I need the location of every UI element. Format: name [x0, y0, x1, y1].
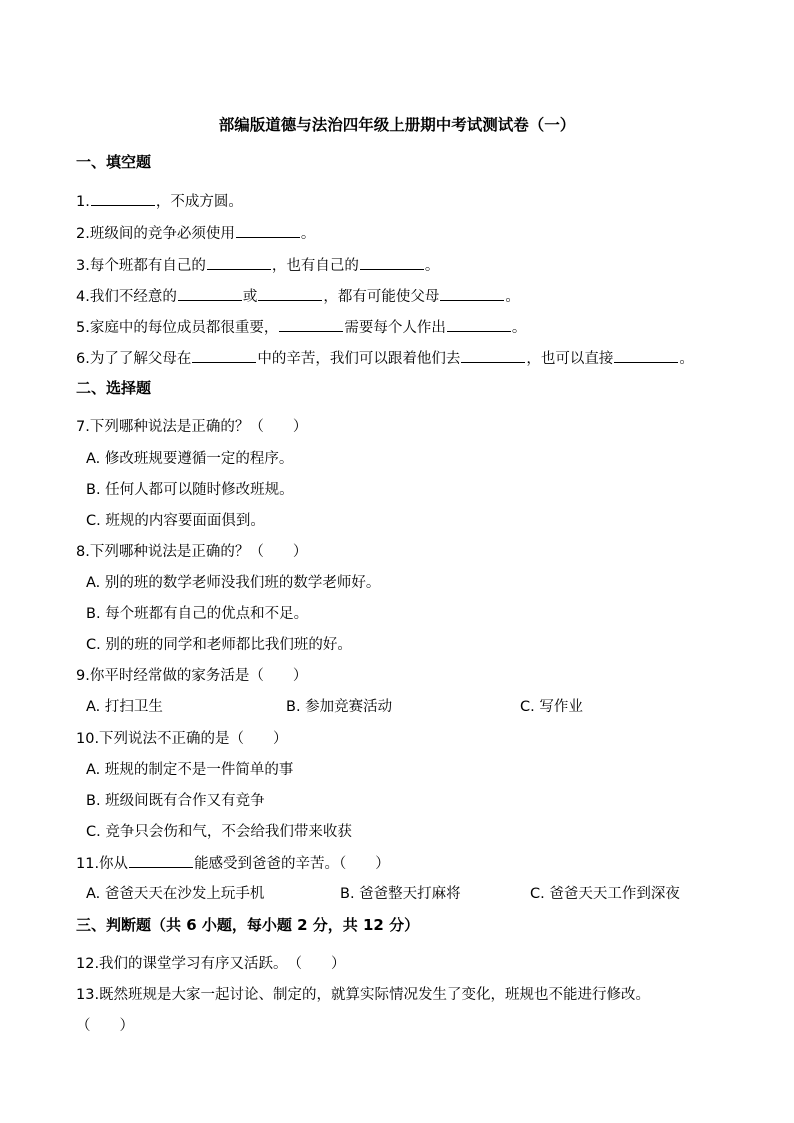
option-a[interactable]: A. 别的班的数学老师没我们班的数学老师好。 [86, 575, 381, 591]
question-5: 5.家庭中的每位成员都很重要， 需要每个人作出 。 [76, 317, 754, 338]
question-4: 4.我们不经意的 或 ，都有可能使父母 。 [76, 286, 754, 307]
answer-blank[interactable] [178, 286, 242, 301]
section-fill-in: 一、填空题 [76, 153, 152, 171]
question-2: 2.班级间的竞争必须使用 。 [76, 223, 754, 244]
option-c[interactable]: C. 爸爸天天工作到深夜 [530, 886, 680, 902]
answer-blank[interactable] [461, 348, 525, 363]
question-12: 12.我们的课堂学习有序又活跃。 （ ） [76, 956, 346, 972]
question-10: 10.下列说法不正确的是（ ） [76, 731, 288, 747]
question-9: 9.你平时经常做的家务活是（ ） [76, 668, 308, 684]
option-a[interactable]: A. 修改班规要遵循一定的程序。 [86, 451, 294, 467]
question-3: 3.每个班都有自己的 ，也有自己的 。 [76, 255, 754, 276]
option-a[interactable]: A. 爸爸天天在沙发上玩手机 [86, 886, 265, 902]
option-c[interactable]: C. 写作业 [520, 699, 583, 715]
option-b[interactable]: B. 参加竞赛活动 [286, 699, 393, 715]
option-b[interactable]: B. 每个班都有自己的优点和不足。 [86, 606, 309, 622]
question-1: 1. ，不成方圆。 [76, 191, 754, 212]
answer-blank[interactable] [236, 223, 300, 238]
answer-blank[interactable] [258, 286, 322, 301]
option-c[interactable]: C. 别的班的同学和老师都比我们班的好。 [86, 637, 352, 653]
option-a[interactable]: A. 打扫卫生 [86, 699, 163, 715]
question-8: 8.下列哪种说法是正确的？（ ） [76, 544, 308, 560]
answer-blank[interactable] [207, 255, 271, 270]
answer-blank[interactable] [129, 853, 193, 868]
answer-blank[interactable] [192, 348, 256, 363]
answer-blank[interactable] [91, 191, 155, 206]
answer-blank[interactable] [279, 317, 343, 332]
question-6: 6.为了了解父母在 中的辛苦，我们可以跟着他们去 ，也可以直接 。 [76, 348, 754, 369]
option-b[interactable]: B. 班级间既有合作又有竞争 [86, 793, 265, 809]
option-b[interactable]: B. 爸爸整天打麻将 [340, 886, 461, 902]
option-a[interactable]: A. 班规的制定不是一件简单的事 [86, 762, 294, 778]
answer-blank[interactable] [360, 255, 424, 270]
answer-blank[interactable] [614, 348, 678, 363]
answer-blank[interactable] [440, 286, 504, 301]
answer-blank[interactable] [447, 317, 511, 332]
page-title: 部编版道德与法治四年级上册期中考试测试卷（一） [218, 116, 576, 134]
option-c[interactable]: C. 竞争只会伤和气，不会给我们带来收获 [86, 824, 352, 840]
question-7: 7.下列哪种说法是正确的？（ ） [76, 419, 308, 435]
section-true-false: 三、判断题（共 6 小题，每小题 2 分，共 12 分） [76, 916, 420, 934]
option-c[interactable]: C. 班规的内容要面面俱到。 [86, 513, 265, 529]
option-b[interactable]: B. 任何人都可以随时修改班规。 [86, 482, 294, 498]
question-11: 11.你从 能感受到爸爸的辛苦。（ ） [76, 853, 754, 874]
answer-parentheses[interactable]: （ ） [76, 1018, 134, 1034]
question-13: 13.既然班规是大家一起讨论、制定的，就算实际情况发生了变化，班规也不能进行修改。 [76, 987, 651, 1003]
section-multiple-choice: 二、选择题 [76, 379, 152, 397]
